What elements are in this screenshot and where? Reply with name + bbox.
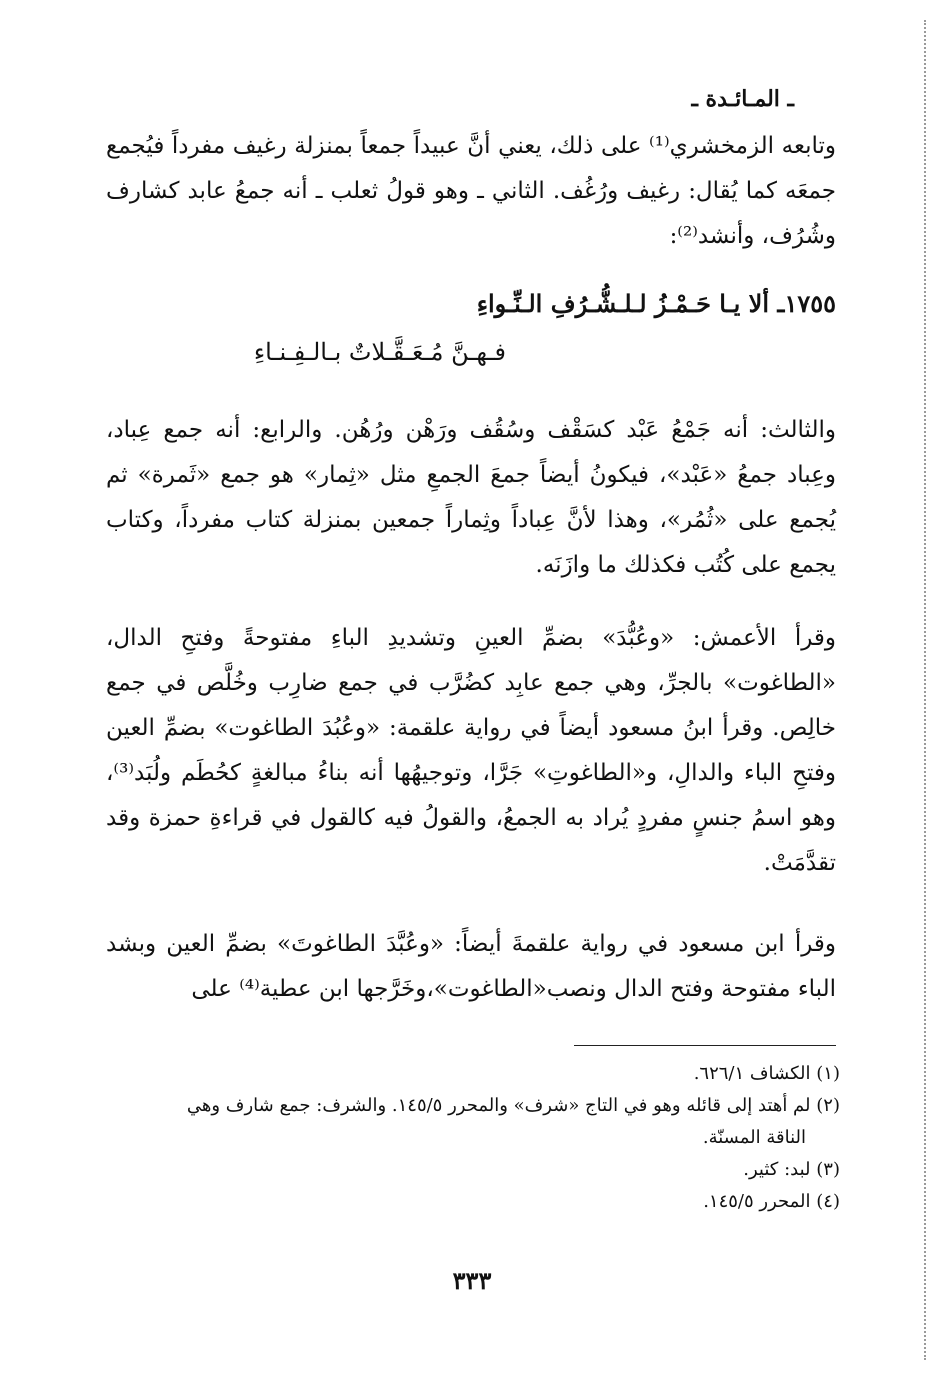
footnote-number: (٣) <box>816 1159 840 1180</box>
footnote-text: لم أهتد إلى قائله وهو في التاج «شرف» والمحرر ١٤٥/٥. والشرف: جمع شارف وهي <box>186 1095 811 1116</box>
footnote-separator <box>574 1045 836 1046</box>
verse-block <box>106 280 836 376</box>
footnote-number: (٢) <box>816 1095 840 1116</box>
footnote-4 <box>105 1186 840 1218</box>
footnote-number: (١) <box>816 1063 840 1084</box>
footnote-1 <box>105 1058 840 1090</box>
paragraph-2: والثالث: أنه جَمْعُ عَبْد كسَقْف وسُقُف ورَهْن ورُهُن. والرابع: أنه جمع عِباد، وعِباد جمعُ «عَبْد»، فيكونُ أيضاً جمعَ الجمعِ مثل «ثِمار» هو جمع «ثَمرة» ثم يُجمع على «ثُمُر»، وهذا لأنَّ عِباداً وثِماراً جمعين بمنزلة كتاب مفرداً، وكتاب يجمع على كُتُب فكذلك ما وازَنَه. <box>106 417 836 578</box>
verse-line-2: فـهـنَّ مُـعَـقَّـلاتٌ بـالـفِـنـاءِ <box>253 338 506 366</box>
footnote-text-continued: الناقة المسنّة. <box>702 1127 806 1148</box>
footnote-text: المحرر ١٤٥/٥. <box>703 1191 811 1212</box>
footnote-text: الكشاف ٦٢٦/١. <box>693 1063 811 1084</box>
footnote-text: لبد: كثير. <box>743 1159 811 1180</box>
footnotes <box>105 1058 840 1218</box>
running-header: ـ المـائـدة ـ <box>691 86 794 112</box>
paragraph-3: وقرأ الأعمش: «وعُبُّدَ» بضمِّ العينِ وتشديدِ الباءِ مفتوحةً وفتحِ الدال، «الطاغوت» بالجرِّ، وهي جمع عابِد كضُرَّب في جمع ضارِب وخُلَّص في جمع خالِص. وقرأ ابنُ مسعود أيضاً في رواية علقمة: «وعُبُدَ الطاغوت» بضمِّ العين وفتحِ الباء والدالِ، و«الطاغوتِ» جَرَّا، وتوجيهُها أنه بناءُ مبالغةٍ كحُطَم ولُبَد⁽³⁾، وهو اسمُ جنسٍ مفردٍ يُراد به الجمعُ، والقولُ فيه كالقول في قراءةِ حمزة وقد تقدَّمَتْ. <box>106 625 836 876</box>
paragraph-1: وتابعه الزمخشري⁽¹⁾ على ذلك، يعني أنَّ عبيداً جمعاً بمنزلة رغيف مفرداً فيُجمع جمعَه كما يُقال: رغيف ورُغُف. الثاني ـ وهو قولُ ثعلب ـ أنه جمعُ عابد كشارف وشُرُف، وأنشد⁽²⁾: <box>106 133 836 249</box>
footnote-number: (٤) <box>816 1191 840 1212</box>
page-number: ٣٣٣ <box>452 1266 492 1295</box>
page-edge-dotted-line <box>924 20 926 1360</box>
footnote-2 <box>105 1090 840 1154</box>
paragraph-4: وقرأ ابن مسعود في رواية علقمةَ أيضاً: «وعُبَّدَ الطاغوتَ» بضمِّ العين وبشد الباء مفتوحة وفتح الدال ونصب«الطاغوت»،وخَرَّجها ابن عطية⁽⁴⁾ على <box>106 931 836 1002</box>
verse-line-1: ١٧٥٥ـ ألا يـا حَـمْـزُ لـلـشُّـرُفِ الـنِّـواءِ <box>476 289 836 318</box>
footnote-3 <box>105 1154 840 1186</box>
